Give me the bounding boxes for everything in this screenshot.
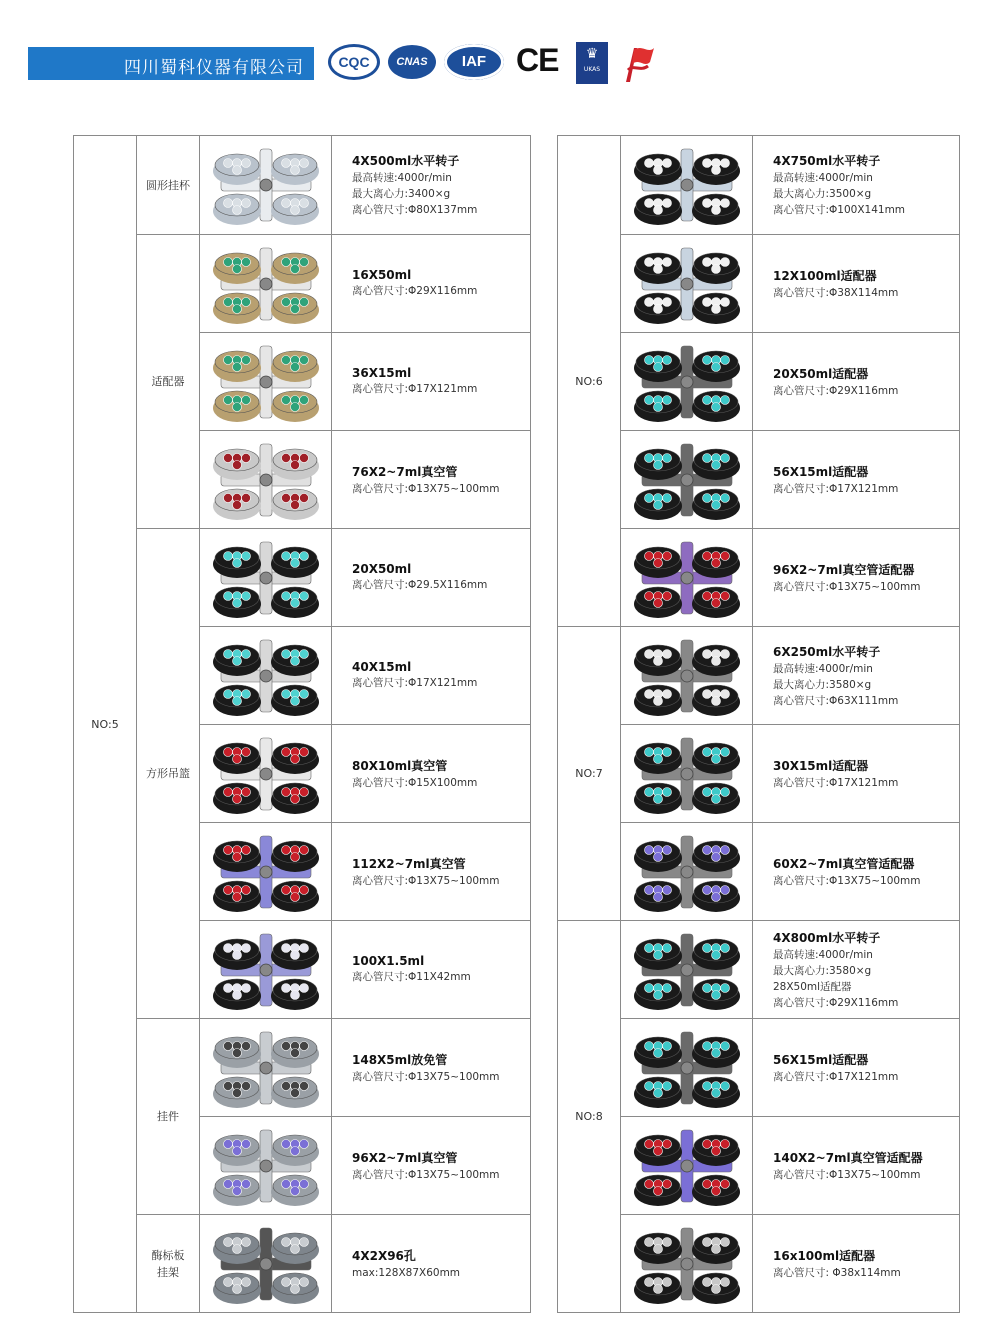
spec-description [332,235,531,333]
spec-description [753,921,960,1019]
table-row [74,1215,531,1313]
ce-logo: CE [516,42,559,78]
six-cups-rotor-image [628,632,746,720]
spec-description [753,1215,960,1313]
model-title: 112X2~7ml真空管 [352,856,466,871]
model-title: 30X15ml适配器 [773,758,869,773]
rotor-image-cell [621,823,753,921]
model-title: 56X15ml适配器 [773,464,869,479]
spec-line: 离心管尺寸:Φ38X114mm [773,286,899,299]
spec-description [332,823,531,921]
model-title: 20X50ml [352,562,412,576]
model-title: 96X2~7ml真空管 [352,1150,458,1165]
spec-description [332,136,531,235]
rotor-image-cell [200,529,332,627]
rotor-image-cell [200,431,332,529]
rotor-image-cell [200,627,332,725]
flag-logo [620,42,656,84]
left-spec-table [73,135,531,1313]
model-title: 76X2~7ml真空管 [352,464,458,479]
white-square-rotor-image [207,926,325,1014]
spec-line: 离心管尺寸:Φ29.5X116mm [352,579,488,591]
rotor-image-cell [621,921,753,1019]
company-banner [28,47,314,80]
spec-description [753,431,960,529]
rotor-image-cell [621,1019,753,1117]
spec-description [332,627,531,725]
model-number: NO:6 [558,136,621,627]
red-square-rotor-image [207,730,325,818]
spec-description [753,627,960,725]
spec-line: 最高转速:4000r/min [773,172,873,184]
spec-description [332,529,531,627]
rotor-image-cell [200,333,332,431]
rotor-image-cell [200,1215,332,1313]
spec-line: 离心管尺寸:Φ17X121mm [352,383,478,395]
teal-round-rotor-image [628,926,746,1014]
spec-line: 离心管尺寸: Φ38x114mm [773,1266,901,1279]
spec-description [753,235,960,333]
category-label: 酶标板 挂架 [137,1215,200,1313]
category-label: 适配器 [137,235,200,529]
model-title: 96X2~7ml真空管适配器 [773,562,915,577]
model-number: NO:5 [74,136,137,1313]
model-number: NO:8 [558,921,621,1313]
table-row [74,136,531,235]
model-title: 36X15ml [352,366,412,380]
rotor-image-cell [200,725,332,823]
cnas-logo: CNAS [388,45,436,79]
green-adapter-rotor-image [207,338,325,426]
spec-line: 离心管尺寸:Φ13X75~100mm [773,874,921,887]
model-title: 16X50ml [352,268,412,282]
spec-description [332,1215,531,1313]
model-title: 20X50ml适配器 [773,366,869,381]
spec-line: 最大离心力:3580×g [773,678,872,691]
spec-line: 离心管尺寸:Φ13X75~100mm [773,1168,921,1181]
rotor-image-cell [621,136,753,235]
rotor-image-cell [621,725,753,823]
model-title: 4X500ml水平转子 [352,154,460,168]
six-teal-rotor-image [628,730,746,818]
company-name: 四川蜀科仪器有限公司 [124,58,304,78]
model-title: 56X15ml适配器 [773,1052,869,1067]
spec-line: 离心管尺寸:Φ29X116mm [352,285,478,297]
iaf-logo: IAF [444,44,504,80]
crown-icon: ♛ [585,46,599,62]
model-title: 148X5ml放免管 [352,1052,448,1067]
spec-line: 离心管尺寸:Φ15X100mm [352,776,478,789]
spec-line: 离心管尺寸:Φ13X75~100mm [352,482,500,495]
spec-description [332,1019,531,1117]
rotor-image-cell [621,1117,753,1215]
rotor-image-cell [621,333,753,431]
rotor-image-cell [200,921,332,1019]
spec-description [332,921,531,1019]
spec-line: 离心管尺寸:Φ17X121mm [773,482,899,495]
plate-rack-rotor-image [207,1220,325,1308]
spec-line: max:128X87X60mm [352,1266,461,1279]
spec-description [753,725,960,823]
rotor-image-cell [200,1117,332,1215]
spec-line: 离心管尺寸:Φ13X75~100mm [352,1168,500,1181]
rotor-image-cell [621,529,753,627]
rotor-image-cell [200,1019,332,1117]
spec-line: 离心管尺寸:Φ29X116mm [773,996,899,1009]
right-spec-table [557,135,960,1313]
model-title: 140X2~7ml真空管适配器 [773,1150,923,1165]
table-row [74,529,531,627]
white-cups-rotor-image [628,240,746,328]
spec-line: 最大离心力:3580×g [773,964,872,977]
spec-line: 离心管尺寸:Φ11X42mm [352,971,471,983]
rotor-image-cell [200,823,332,921]
steel-holes-rotor-image [207,1024,325,1112]
gray-cups-rotor-image [628,1220,746,1308]
spec-line: 最高转速:4000r/min [352,172,452,184]
spec-line: 离心管尺寸:Φ17X121mm [773,776,899,789]
spec-line: 最大离心力:3500×g [773,188,872,200]
rotor-image-cell [200,235,332,333]
category-label: 挂件 [137,1019,200,1215]
spec-line: 离心管尺寸:Φ80X137mm [352,204,478,216]
model-title: 12X100ml适配器 [773,268,877,283]
spec-line: 离心管尺寸:Φ13X75~100mm [773,580,921,593]
spec-line: 最高转速:4000r/min [773,948,873,961]
green-adapter-rotor-image [207,240,325,328]
model-title: 4X2X96孔 [352,1248,416,1263]
model-title: 6X250ml水平转子 [773,644,881,659]
model-title: 4X800ml水平转子 [773,930,881,945]
rotor-image-cell [621,1215,753,1313]
ukas-logo: ♛ UKAS [576,42,608,84]
table-row [74,235,531,333]
spec-line: 离心管尺寸:Φ17X121mm [773,1070,899,1083]
spec-line: 28X50ml适配器 [773,980,852,993]
teal-round-rotor-image [628,1024,746,1112]
model-title: 80X10ml真空管 [352,758,448,773]
table-row [74,1019,531,1117]
six-purple-rotor-image [628,828,746,916]
teal-round-rotor-image [628,436,746,524]
spec-description [332,725,531,823]
spec-line: 离心管尺寸:Φ100X141mm [773,204,906,216]
model-title: 16x100ml适配器 [773,1248,876,1263]
category-label: 圆形挂杯 [137,136,200,235]
teal-square-rotor-image [207,534,325,622]
white-cups-rotor-image [628,141,746,229]
spec-line: 离心管尺寸:Φ29X116mm [773,384,899,397]
teal-square-rotor-image [207,632,325,720]
rotor-image-cell [621,431,753,529]
certification-logos [326,40,666,86]
purple-steel-rotor-image [207,1122,325,1210]
spec-description [753,136,960,235]
teal-round-rotor-image [628,338,746,426]
spec-description [753,1019,960,1117]
cqc-logo: CQC [328,44,380,80]
spec-description [753,1117,960,1215]
spec-description [753,823,960,921]
red-adapter-rotor-image [207,436,325,524]
spec-description [332,1117,531,1215]
spec-line: 离心管尺寸:Φ63X111mm [773,694,899,707]
rotor-image-cell [621,235,753,333]
spec-line: 离心管尺寸:Φ13X75~100mm [352,874,500,887]
spec-description [753,529,960,627]
category-label: 方形吊篮 [137,529,200,1019]
spec-line: 离心管尺寸:Φ17X121mm [352,677,478,689]
red-round-rotor-image [628,534,746,622]
spec-description [753,333,960,431]
mixed-square-rotor-image [207,828,325,916]
rotor-image-cell [200,136,332,235]
spec-line: 离心管尺寸:Φ13X75~100mm [352,1070,500,1083]
table-row [558,627,960,725]
red-purple-round-rotor-image [628,1122,746,1210]
rotor-image-cell [621,627,753,725]
model-title: 100X1.5ml [352,954,425,968]
spec-line: 最高转速:4000r/min [773,662,873,675]
model-title: 60X2~7ml真空管适配器 [773,856,915,871]
spec-description [332,431,531,529]
model-title: 40X15ml [352,660,412,674]
round-bucket-rotor-image [207,141,325,229]
model-title: 4X750ml水平转子 [773,154,881,168]
spec-line: 最大离心力:3400×g [352,188,451,200]
table-row [558,921,960,1019]
spec-description [332,333,531,431]
table-row [558,136,960,235]
model-number: NO:7 [558,627,621,921]
